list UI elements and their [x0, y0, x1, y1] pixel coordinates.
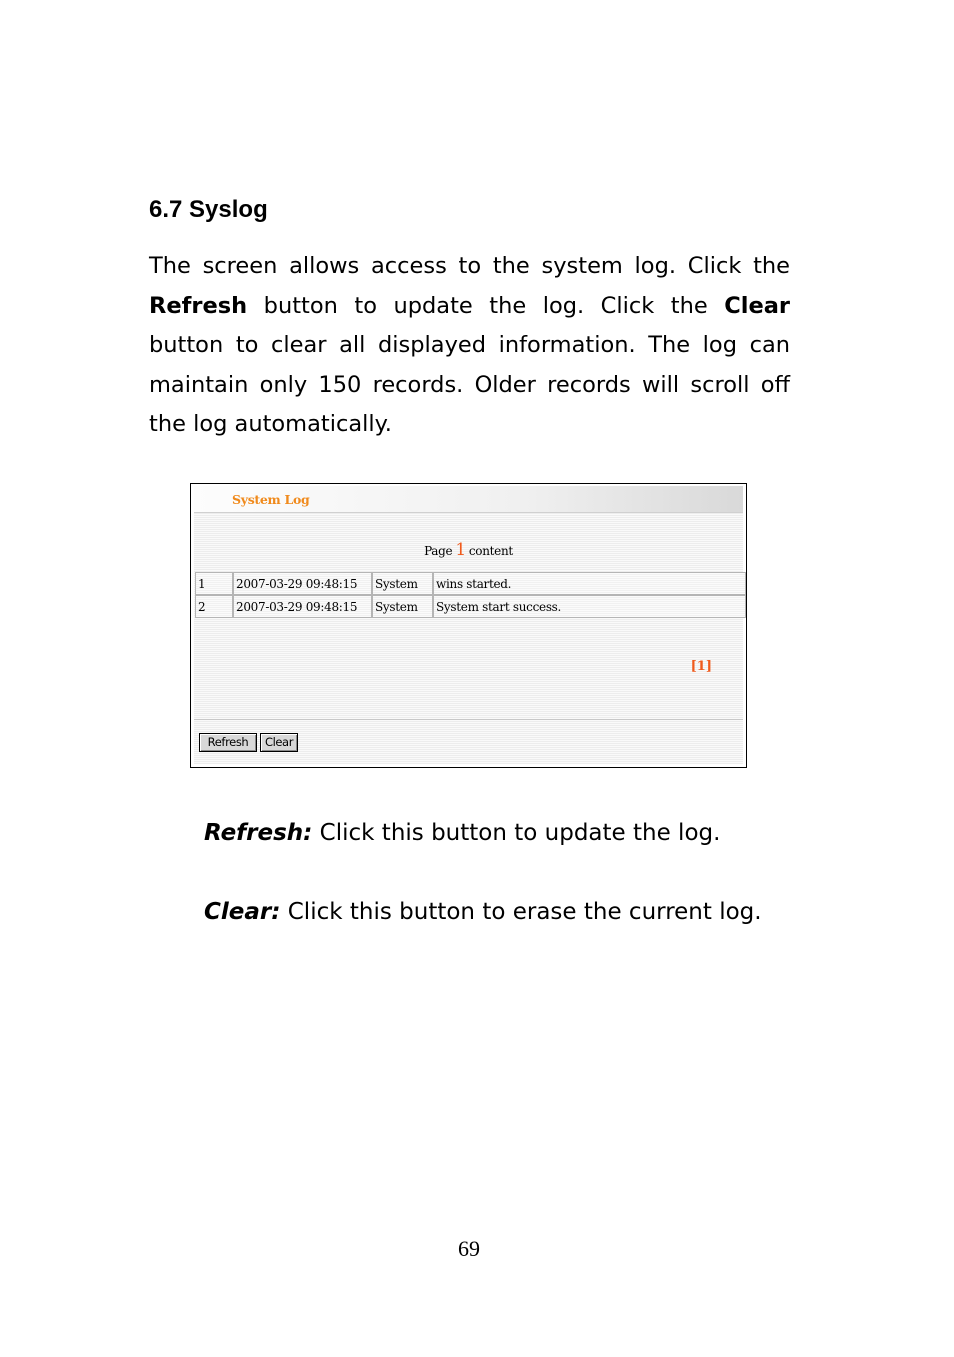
log-index-cell: 1 [195, 572, 233, 595]
divider [194, 719, 743, 720]
log-type-cell: System [372, 572, 433, 595]
refresh-button[interactable]: Refresh [199, 733, 257, 752]
page-prefix: Page [424, 544, 453, 558]
clear-term: Clear [724, 292, 790, 319]
page-indicator [194, 540, 743, 560]
paragraph-text: button to update the log. Click the [247, 292, 725, 319]
panel-title: System Log [232, 492, 310, 507]
page-link[interactable]: [1] [690, 659, 712, 674]
log-message-cell: wins started. [433, 572, 746, 595]
definition-term: Refresh: [204, 820, 313, 846]
paragraph-text: button to clear all displayed information. The log can maintain only 150 records. Older records will scroll off the log automatically. [149, 332, 790, 437]
paragraph-text: The screen allows access to the system log. Click the [149, 253, 790, 279]
screenshot-panel [194, 486, 743, 764]
definition-text: Click this button to erase the current log. [280, 899, 762, 925]
log-index-cell: 2 [195, 595, 233, 618]
refresh-definition [204, 820, 720, 846]
system-log-screenshot [190, 483, 747, 768]
section-heading: 6.7 Syslog [149, 196, 268, 223]
log-type-cell: System [372, 595, 433, 618]
definition-term: Clear: [204, 899, 281, 925]
log-time-cell: 2007-03-29 09:48:15 [233, 572, 372, 595]
log-time-cell: 2007-03-29 09:48:15 [233, 595, 372, 618]
log-table [195, 572, 746, 618]
current-page-number: 1 [455, 540, 466, 560]
table-row [195, 595, 746, 618]
table-row [195, 572, 746, 595]
clear-button[interactable]: Clear [260, 733, 298, 752]
definition-text: Click this button to update the log. [312, 820, 721, 846]
intro-paragraph [149, 247, 790, 445]
page-number: 69 [458, 1236, 480, 1261]
panel-title-bar [194, 486, 743, 513]
log-message-cell: System start success. [433, 595, 746, 618]
refresh-term: Refresh [149, 292, 248, 319]
clear-definition [204, 899, 762, 925]
page-suffix: content [468, 544, 513, 558]
